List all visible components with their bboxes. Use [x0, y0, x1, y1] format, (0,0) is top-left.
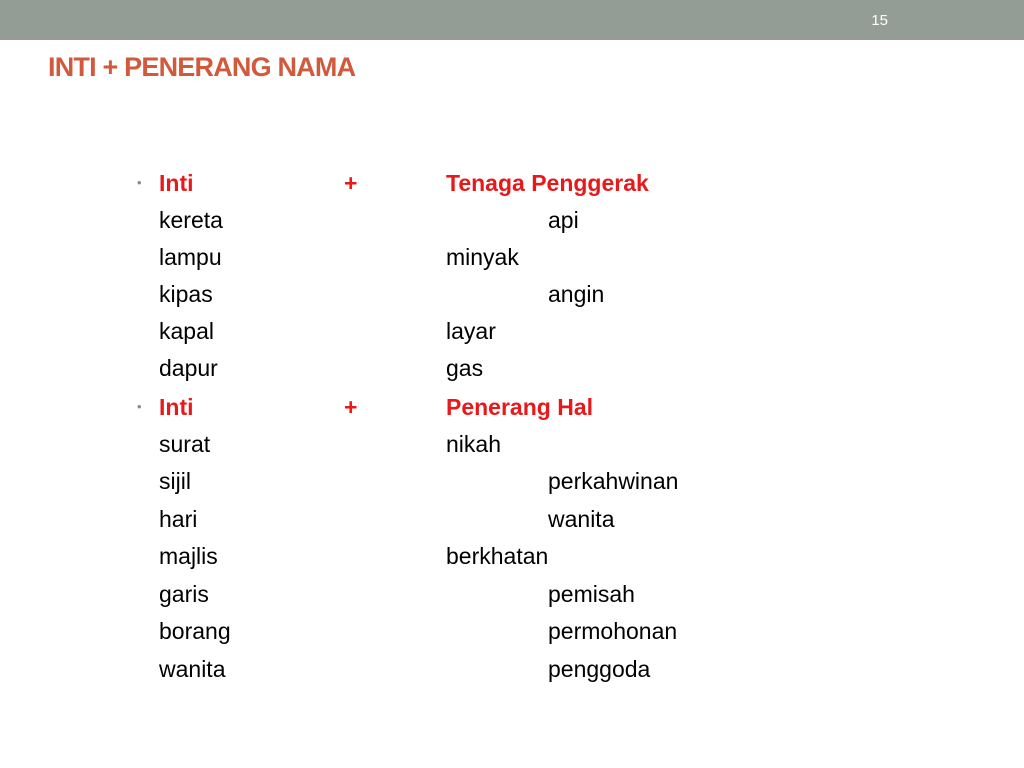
penerang-word: minyak	[446, 244, 519, 270]
list-item	[0, 431, 1024, 468]
penerang-word: layar	[446, 318, 496, 344]
list-item	[0, 318, 1024, 355]
penerang-word: permohonan	[548, 618, 678, 644]
list-item	[0, 281, 1024, 318]
inti-word: surat	[159, 431, 211, 457]
list-item	[0, 656, 1024, 693]
inti-word: majlis	[159, 543, 218, 569]
slide-number: 15	[871, 12, 888, 29]
list-item	[0, 581, 1024, 618]
inti-word: hari	[159, 506, 198, 532]
header-inti-label: Inti	[159, 170, 194, 196]
penerang-word: gas	[446, 355, 484, 381]
inti-word: borang	[159, 618, 231, 644]
penerang-word: berkhatan	[446, 543, 549, 569]
inti-word: dapur	[159, 355, 218, 381]
list-item	[0, 468, 1024, 505]
header-plus-sign: +	[344, 394, 358, 420]
penerang-word: wanita	[548, 506, 615, 532]
bullet-icon: •	[137, 175, 142, 190]
slide-title: INTI + PENERANG NAMA	[48, 52, 356, 82]
list-item	[0, 355, 1024, 392]
inti-word: kapal	[159, 318, 214, 344]
inti-word: kereta	[159, 207, 223, 233]
section-header-tenaga-penggerak	[0, 170, 1024, 207]
inti-word: kipas	[159, 281, 213, 307]
list-item	[0, 207, 1024, 244]
inti-word: wanita	[159, 656, 226, 682]
inti-word: lampu	[159, 244, 222, 270]
header-plus-sign: +	[344, 170, 358, 196]
penerang-word: nikah	[446, 431, 501, 457]
penerang-word: angin	[548, 281, 605, 307]
header-category-label: Penerang Hal	[446, 394, 593, 420]
penerang-word: penggoda	[548, 656, 651, 682]
inti-word: sijil	[159, 468, 191, 494]
bullet-icon: •	[137, 399, 142, 414]
header-inti-label: Inti	[159, 394, 194, 420]
penerang-word: api	[548, 207, 579, 233]
penerang-word: pemisah	[548, 581, 635, 607]
list-item	[0, 543, 1024, 580]
penerang-word: perkahwinan	[548, 468, 679, 494]
list-item	[0, 618, 1024, 655]
header-category-label: Tenaga Penggerak	[446, 170, 649, 196]
list-item	[0, 506, 1024, 543]
section-header-penerang-hal	[0, 394, 1024, 431]
list-item	[0, 244, 1024, 281]
inti-word: garis	[159, 581, 209, 607]
